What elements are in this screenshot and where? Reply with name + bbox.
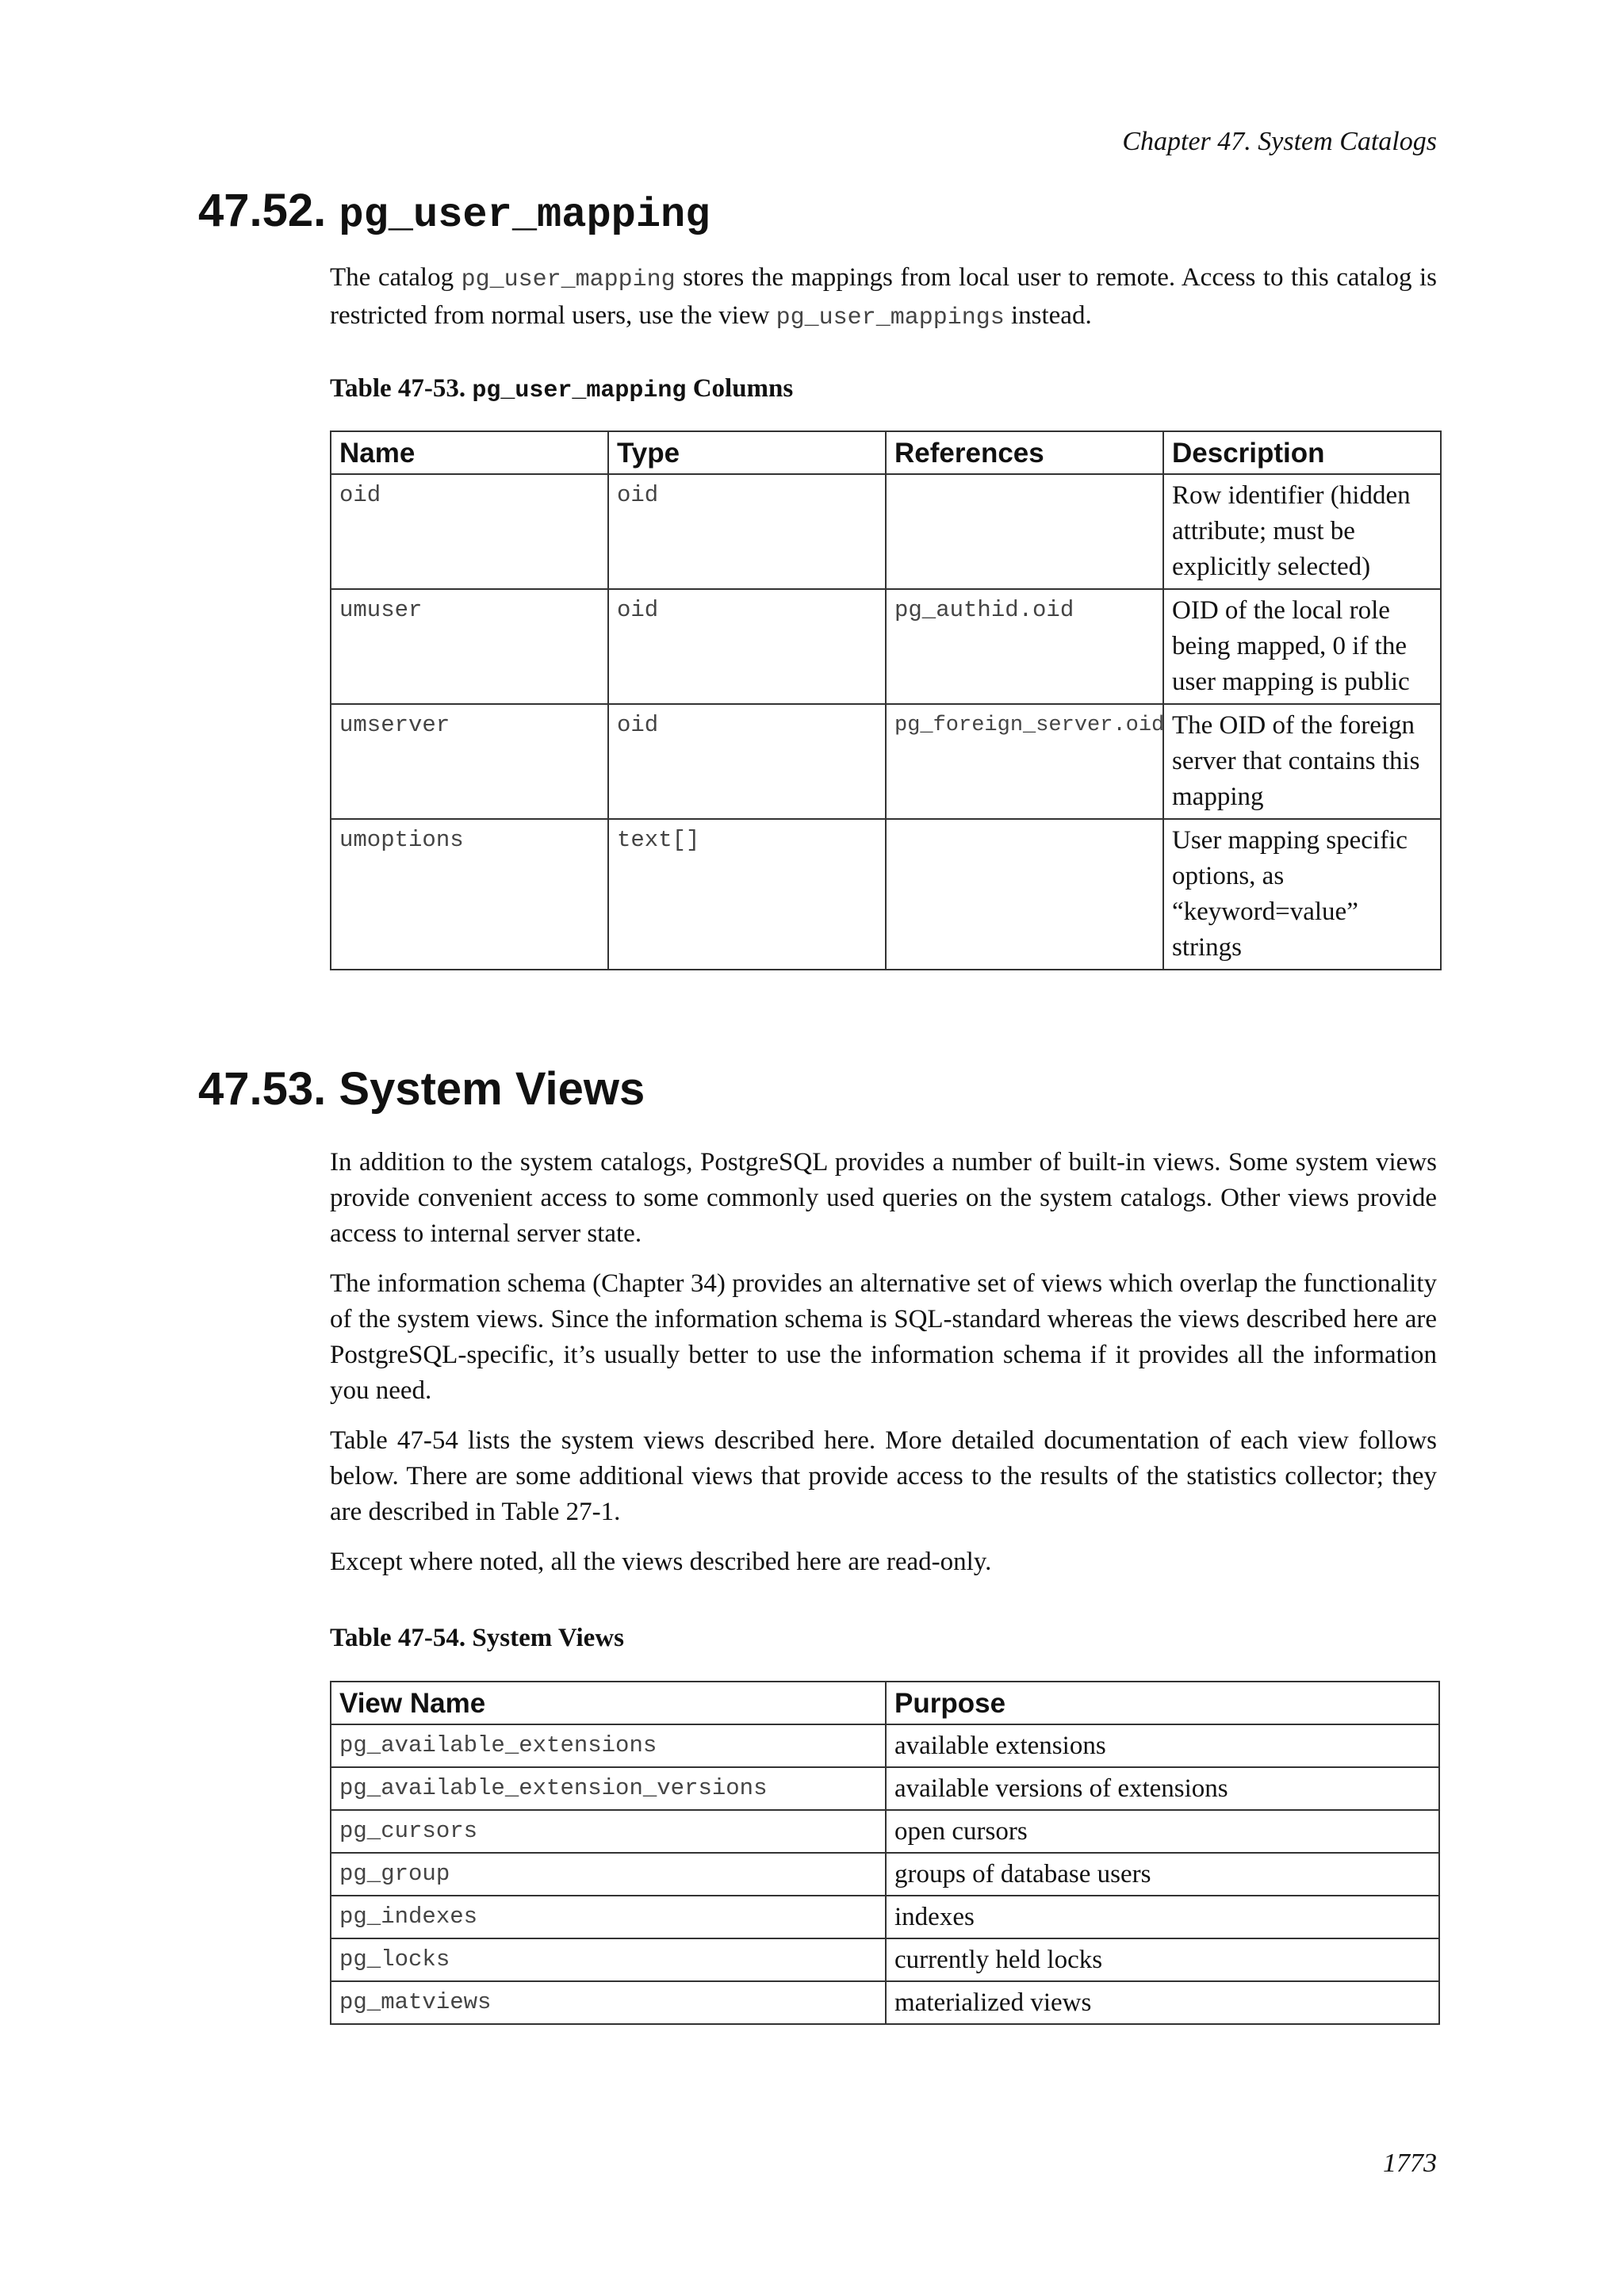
cell-type: text[] [608,819,886,970]
cell-references [886,819,1163,970]
cell-purpose: groups of database users [886,1853,1439,1896]
cell-purpose: available extensions [886,1724,1439,1767]
cell-view-name: pg_indexes [331,1896,886,1938]
cell-purpose: indexes [886,1896,1439,1938]
table-row [331,704,1441,819]
page-number: 1773 [1383,2149,1437,2178]
table-row [331,1896,1439,1938]
column-header: View Name [331,1682,886,1724]
cell-type: oid [608,704,886,819]
cell-name: oid [331,474,608,589]
cell-name: umoptions [331,819,608,970]
cell-type: oid [608,589,886,704]
cell-view-name: pg_locks [331,1938,886,1981]
cell-type: oid [608,474,886,589]
inline-code-catalog: pg_user_mapping [461,266,676,293]
section-intro [330,260,1437,350]
columns-table [330,430,1442,970]
table-header-row [331,431,1441,474]
cell-description: The OID of the foreign server that contains this mapping [1163,704,1441,819]
table-row [331,589,1441,704]
table-row [331,1938,1439,1981]
cell-name: umuser [331,589,608,704]
column-header: Description [1163,431,1441,474]
cell-purpose: open cursors [886,1810,1439,1853]
paragraph: Except where noted, all the views described here are read-only. [330,1548,992,1576]
cell-references [886,474,1163,589]
cell-references: pg_authid.oid [886,589,1163,704]
cell-view-name: pg_available_extensions [331,1724,886,1767]
table-caption-columns: Table 47-53. pg_user_mapping Columns [330,374,794,404]
table-caption-system-views: Table 47-54. System Views [330,1624,624,1652]
cell-purpose: available versions of extensions [886,1767,1439,1810]
cell-description: User mapping specific options, as “keyword=value” strings [1163,819,1441,970]
paragraph: In addition to the system catalogs, PostgreSQL provides a number of built-in views. Some system views provide convenient access to some commonly used queries on the system catalogs. Other views provide access to internal server state. [330,1148,1437,1248]
section-title: pg_user_mapping [339,192,710,239]
section-heading-system-views [198,1062,645,1115]
paragraph: Table 47-54 lists the system views described here. More detailed documentation of each view follows below. There are some additional views that provide access to the results of the statistics collector; they are described in Table 27-1. [330,1426,1437,1526]
system-views-table [330,1681,1440,2025]
paragraph: The information schema (Chapter 34) provides an alternative set of views which overlap the functionality of the system views. Since the information schema is SQL-standard whereas the views described here are PostgreSQL-specific, it’s usually better to use the information schema if it provides all the information you need. [330,1269,1437,1405]
section-number: 47.53. [198,1063,327,1115]
table-row [331,1853,1439,1896]
cell-name: umserver [331,704,608,819]
column-header: Purpose [886,1682,1439,1724]
section-title: System Views [339,1063,645,1115]
cell-view-name: pg_matviews [331,1981,886,2024]
system-views-body [330,1145,1437,1594]
table-row [331,1724,1439,1767]
table-row [331,819,1441,970]
cell-references: pg_foreign_server.oid [886,704,1163,819]
running-header: Chapter 47. System Catalogs [1122,127,1437,156]
cell-description: OID of the local role being mapped, 0 if the user mapping is public [1163,589,1441,704]
table-row [331,1981,1439,2024]
cell-view-name: pg_available_extension_versions [331,1767,886,1810]
section-number: 47.52. [198,185,327,236]
section-heading-pg-user-mapping [198,184,710,239]
cell-purpose: materialized views [886,1981,1439,2024]
table-row [331,1767,1439,1810]
inline-code-view: pg_user_mappings [776,304,1005,331]
cell-view-name: pg_cursors [331,1810,886,1853]
cell-purpose: currently held locks [886,1938,1439,1981]
column-header: Name [331,431,608,474]
table-header-row [331,1682,1439,1724]
table-row [331,474,1441,589]
cell-description: Row identifier (hidden attribute; must be explicitly selected) [1163,474,1441,589]
intro-paragraph: The catalog pg_user_mapping stores the mappings from local user to remote. Access to this catalog is restricted from normal users, use the view pg_user_mappings instead. [330,263,1437,331]
column-header: Type [608,431,886,474]
cell-view-name: pg_group [331,1853,886,1896]
table-row [331,1810,1439,1853]
column-header: References [886,431,1163,474]
